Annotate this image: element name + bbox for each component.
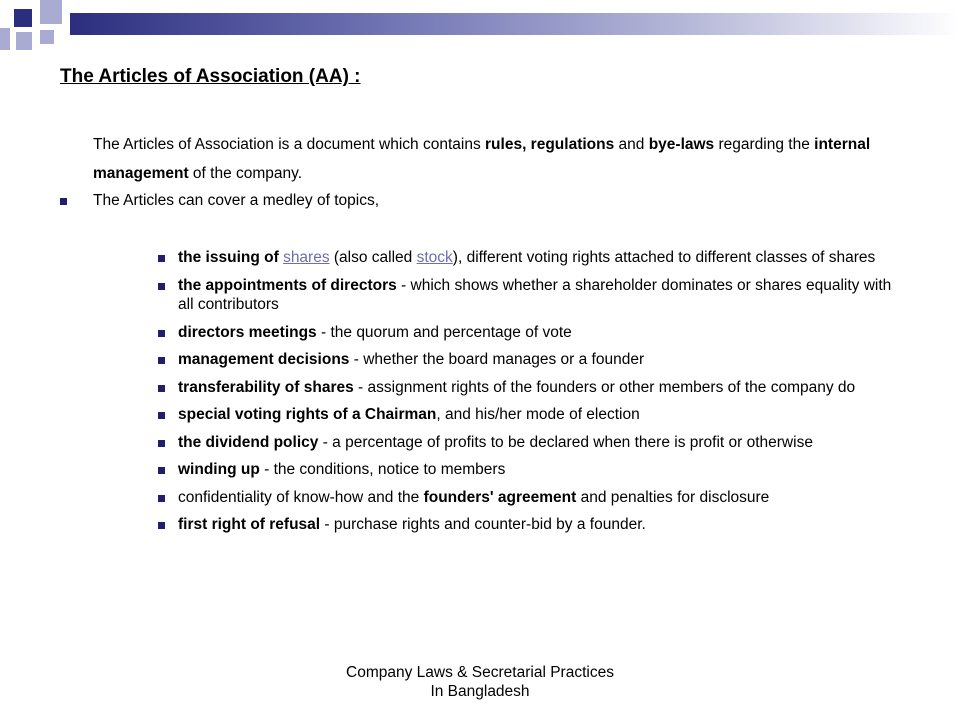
deco-square-dark [14, 9, 32, 27]
intro-bold: internal management [93, 136, 871, 182]
topics-bullet: The Articles can cover a medley of topics, [93, 192, 380, 209]
footer-line: Company Laws & Secretarial Practices [346, 664, 614, 681]
intro-text: regarding the [714, 136, 815, 153]
bullet-square-icon [158, 385, 165, 392]
item-text: - whether the board manages or a founder [349, 351, 645, 368]
topics-list [178, 248, 903, 543]
shares-link[interactable]: shares [283, 249, 330, 266]
item-text: and penalties for disclosure [576, 488, 770, 506]
item-bold: first right of refusal [178, 516, 321, 533]
footer-line: In Bangladesh [430, 683, 530, 700]
slide-title: The Articles of Association (AA) : [60, 66, 361, 87]
intro-paragraph [93, 130, 893, 188]
deco-square-light [40, 0, 62, 24]
list-item [178, 378, 903, 398]
item-text: - assignment rights of the founders or other members of the company do [353, 378, 856, 396]
item-text: ), different voting rights attached to different classes of shares [452, 249, 876, 266]
intro-bold: rules, regulations [485, 136, 615, 153]
bullet-square-icon [158, 495, 165, 502]
header-gradient-bar [70, 13, 960, 35]
item-bold: the issuing of [178, 249, 284, 266]
stock-link[interactable]: stock [416, 249, 453, 266]
list-item [178, 405, 903, 425]
intro-text: and [614, 136, 649, 153]
bullet-square-icon [158, 412, 165, 419]
item-text: - a percentage of profits to be declared when there is profit or otherwise [318, 433, 813, 451]
slide-footer [280, 663, 680, 701]
item-bold: the appointments of directors [178, 276, 397, 294]
bullet-square-icon [158, 440, 165, 447]
list-item [178, 350, 903, 370]
item-text: confidentiality of know-how and the [178, 488, 424, 506]
item-bold: management decisions [178, 351, 350, 368]
item-text: (also called [329, 249, 417, 266]
list-item [178, 515, 903, 535]
item-text: - which shows whether a shareholder dominates or shares equality with all contributors [178, 276, 892, 313]
bullet-square-icon [158, 255, 165, 262]
list-item [178, 323, 903, 343]
item-text: - purchase rights and counter-bid by a founder. [320, 516, 646, 533]
deco-square-light [40, 30, 54, 44]
item-bold: the dividend policy [178, 433, 319, 451]
item-bold: transferability of shares [178, 378, 354, 396]
intro-bold: bye-laws [648, 136, 715, 153]
bullet-square-icon [158, 357, 165, 364]
item-bold: founders' agreement [423, 488, 577, 506]
item-bold: directors meetings [178, 323, 317, 341]
item-text: - the conditions, notice to members [259, 461, 506, 478]
list-item [178, 248, 903, 268]
item-bold: winding up [178, 461, 260, 478]
item-text: - the quorum and percentage of vote [316, 323, 572, 341]
bullet-square-icon [158, 330, 165, 337]
list-item [178, 488, 903, 508]
list-item [178, 433, 903, 453]
bullet-square-icon [158, 467, 165, 474]
deco-square-light [16, 32, 32, 50]
intro-text: The Articles of Association is a document which contains [93, 136, 486, 153]
bullet-square-icon [158, 522, 165, 529]
item-text: , and his/her mode of election [436, 406, 640, 423]
item-bold: special voting rights of a Chairman [178, 406, 437, 423]
bullet-square-icon [60, 198, 67, 205]
intro-text: of the company. [188, 165, 303, 182]
deco-square-light [0, 28, 10, 50]
bullet-square-icon [158, 283, 165, 290]
list-item [178, 276, 903, 315]
list-item [178, 460, 903, 480]
